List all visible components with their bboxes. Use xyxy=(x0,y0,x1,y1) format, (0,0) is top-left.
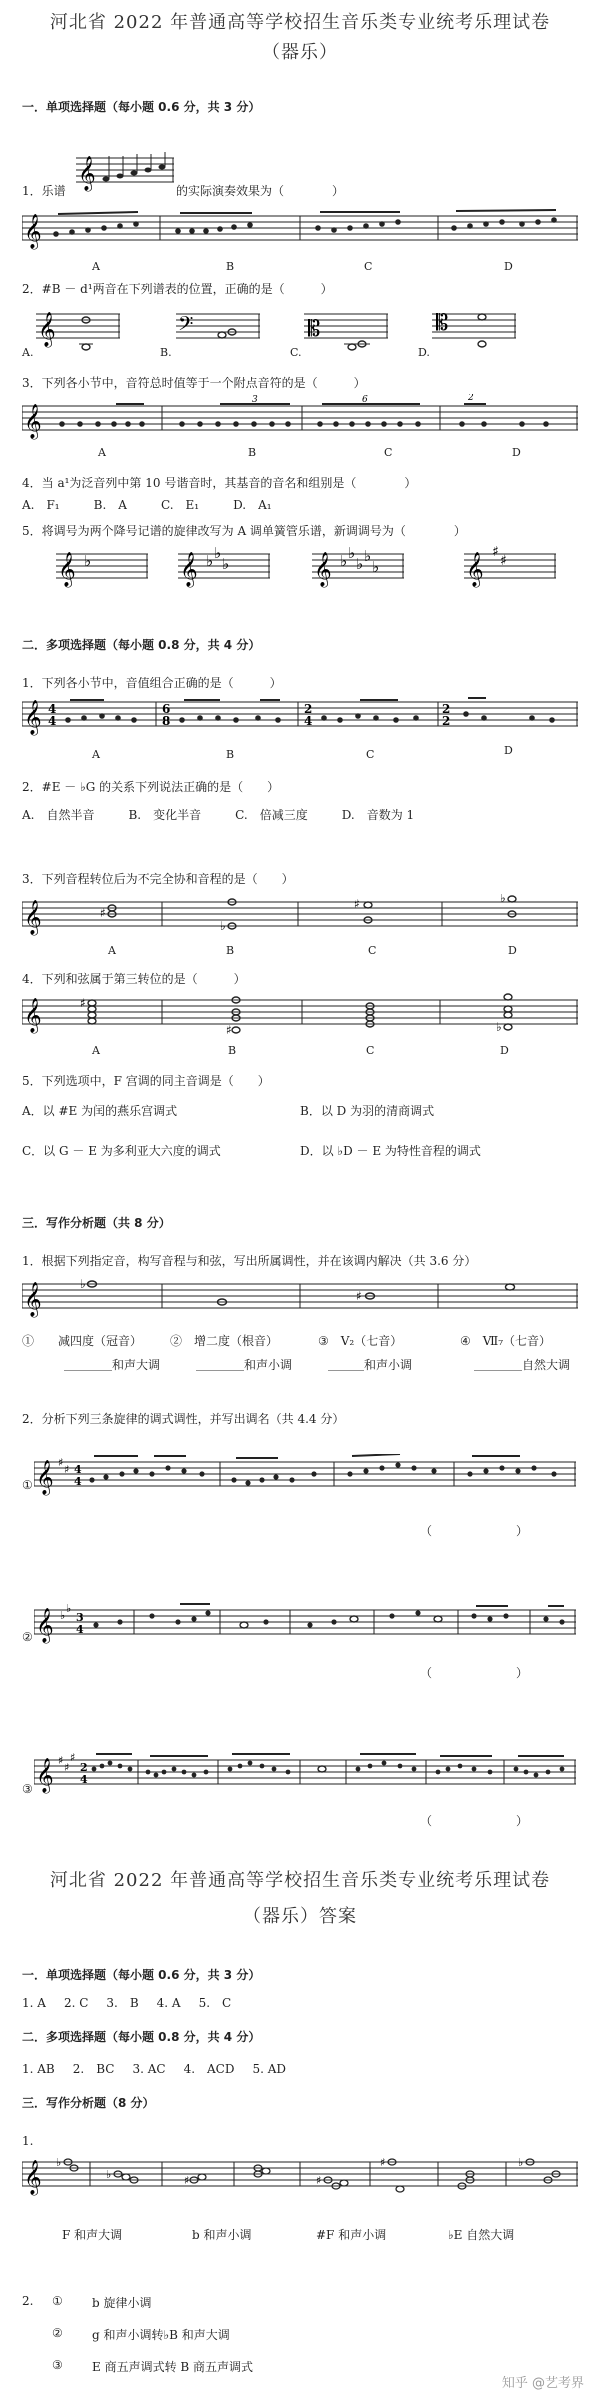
s1q4-opt-c: C. E₁ xyxy=(160,498,200,512)
s1q1-label-b: B xyxy=(226,260,235,273)
s3q1-item-3: ③ V₂（七音） xyxy=(318,1334,403,1348)
s1q5-staff-a xyxy=(56,546,148,590)
svg-text:4: 4 xyxy=(76,1623,84,1636)
s1q1-label-c: C xyxy=(364,260,373,273)
svg-text:𝄡: 𝄡 xyxy=(308,317,321,342)
s3q1-key-3: ＿＿＿和声小调 xyxy=(328,1358,413,1372)
paper-subtitle: （器乐） xyxy=(262,42,338,63)
staff-svg xyxy=(22,894,578,942)
s1q3-text: 3．下列各小节中，音符总时值等于一个附点音符的是（ ） xyxy=(22,376,366,390)
svg-text:♭: ♭ xyxy=(84,552,92,570)
s2q1-staff xyxy=(22,692,578,748)
svg-text:♭: ♭ xyxy=(364,547,372,565)
s2q3-label-a: A xyxy=(108,944,116,957)
s2q2-opt-b: B. 变化半音 xyxy=(128,808,202,822)
s3q2-text: 2．分析下列三条旋律的调式调性，并写出调名（共 4.4 分） xyxy=(22,1412,345,1426)
s2q1-label-d: D xyxy=(504,744,513,757)
staff-svg xyxy=(34,1602,576,1648)
ans-q2-2-text: g 和声小调转♭B 和声大调 xyxy=(92,2328,230,2342)
s2q2-opt-d: D. 音数为 1 xyxy=(341,808,415,822)
zhihu-watermark: 知乎 @艺考界 xyxy=(501,2376,584,2391)
svg-text:𝄢: 𝄢 xyxy=(178,312,194,340)
answers-subtitle: （器乐）答案 xyxy=(243,1906,357,1927)
ans-s2-2: 2. BC xyxy=(72,2062,115,2076)
s2q4-label-c: C xyxy=(366,1044,375,1057)
svg-text:𝄞: 𝄞 xyxy=(36,1460,54,1495)
staff-svg xyxy=(22,394,578,442)
svg-text:♭: ♭ xyxy=(220,919,226,933)
staff-svg xyxy=(22,2150,578,2206)
svg-text:4: 4 xyxy=(74,1475,82,1488)
s2q2-opt-a: A. 自然半音 xyxy=(22,808,95,822)
svg-text:♯: ♯ xyxy=(80,996,86,1010)
ans-key-1: F 和声大调 xyxy=(62,2228,123,2242)
svg-text:4: 4 xyxy=(304,714,313,728)
staff-svg xyxy=(34,1752,576,1798)
s1q2-label-a: A. xyxy=(22,346,34,359)
svg-text:♭: ♭ xyxy=(206,552,214,570)
svg-text:♯: ♯ xyxy=(58,1754,64,1767)
staff-svg xyxy=(22,1274,578,1324)
svg-text:𝄞: 𝄞 xyxy=(24,998,42,1033)
svg-text:𝄞: 𝄞 xyxy=(314,552,332,587)
melody-2-answer: （ ） xyxy=(420,1666,529,1680)
svg-text:2: 2 xyxy=(468,394,474,403)
s2q4-label-d: D xyxy=(500,1044,509,1057)
melody-3-mark: ③ xyxy=(22,1782,33,1796)
staff-svg xyxy=(76,150,174,196)
s2q5-text: 5．下列选项中，F 宫调的同主音调是（ ） xyxy=(22,1074,270,1088)
s1q1-label-d: D xyxy=(504,260,513,273)
s3q1-item-2: ② 增二度（根音） xyxy=(170,1334,279,1348)
s1q2-label-d: D. xyxy=(418,346,430,359)
svg-text:3: 3 xyxy=(252,395,258,405)
ans-s1-4: 4. A xyxy=(156,1996,181,2010)
s2q1-label-b: B xyxy=(226,748,235,761)
s2q3-label-b: B xyxy=(226,944,235,957)
s3q1-key-1: ＿＿＿＿和声大调 xyxy=(64,1358,161,1372)
ans-q2-3-text: E 商五声调式转 B 商五声调式 xyxy=(92,2360,254,2374)
s3q1-staff xyxy=(22,1274,578,1324)
s2q3-staff xyxy=(22,894,578,942)
ans-q2-label: 2. xyxy=(22,2294,34,2308)
s2q5-opt-d: D．以 ♭D － E 为特性音程的调式 xyxy=(300,1144,481,1158)
staff-svg xyxy=(312,546,404,590)
s1q3-label-b: B xyxy=(248,446,257,459)
svg-text:𝄞: 𝄞 xyxy=(24,900,42,935)
ans-sec2-heading: 二．多项选择题（每小题 0.8 分，共 4 分） xyxy=(22,2030,261,2044)
s2q2-text: 2．#E － ♭G 的关系下列说法正确的是（ ） xyxy=(22,780,280,794)
svg-text:♭: ♭ xyxy=(80,1277,86,1291)
ans-s1-3: 3. B xyxy=(106,1996,139,2010)
paper-title: 河北省 2022 年普通高等学校招生音乐类专业统考乐理试卷 xyxy=(49,12,551,33)
s1q4-opt-b: B. A xyxy=(93,498,127,512)
ans-sec1-items xyxy=(22,1994,249,2011)
s1q1-label-a: A xyxy=(92,260,100,273)
svg-text:𝄞: 𝄞 xyxy=(36,1608,54,1643)
melody-3-staff xyxy=(34,1752,576,1798)
svg-text:♯: ♯ xyxy=(64,1761,70,1774)
svg-text:♭: ♭ xyxy=(356,555,364,573)
ans-key-3: #F 和声小调 xyxy=(316,2228,387,2242)
s2q4-label-a: A xyxy=(92,1044,100,1057)
svg-text:♯: ♯ xyxy=(316,2174,322,2187)
ans-sec2-items xyxy=(22,2060,304,2077)
staff-svg xyxy=(178,546,270,590)
staff-svg xyxy=(36,306,120,356)
s1q4-text: 4．当 a¹为泛音列中第 10 号谐音时，其基音的音名和组别是（ ） xyxy=(22,476,417,490)
svg-text:♭: ♭ xyxy=(518,2156,524,2169)
svg-text:♯: ♯ xyxy=(492,546,499,560)
s1q1-post: 的实际演奏效果为（ ） xyxy=(176,184,345,198)
svg-text:♯: ♯ xyxy=(500,553,507,569)
ans-key-4: ♭E 自然大调 xyxy=(448,2228,515,2242)
melody-2-staff xyxy=(34,1602,576,1648)
melody-2-mark: ② xyxy=(22,1630,33,1644)
svg-text:𝄞: 𝄞 xyxy=(180,552,198,587)
staff-svg xyxy=(22,990,578,1046)
svg-text:♭: ♭ xyxy=(348,546,356,562)
s1q5-staff-c xyxy=(312,546,404,590)
svg-text:3: 3 xyxy=(76,1611,84,1624)
s1q2-staff-d xyxy=(432,306,516,356)
s1q4-opt-a: A. F₁ xyxy=(22,498,60,512)
ans-q2-1-num: ① xyxy=(52,2294,63,2308)
s2q1-label-a: A xyxy=(92,748,100,761)
svg-text:𝄞: 𝄞 xyxy=(36,1758,54,1793)
svg-text:♭: ♭ xyxy=(340,552,348,570)
svg-text:8: 8 xyxy=(162,714,171,728)
melody-3-answer: （ ） xyxy=(420,1814,529,1828)
svg-text:♭: ♭ xyxy=(496,1020,502,1034)
s1q3-label-a: A xyxy=(98,446,106,459)
s1q2-staff-b xyxy=(176,306,260,356)
staff-svg xyxy=(432,306,516,356)
s2q5-opt-a: A．以 #E 为闰的燕乐宫调式 xyxy=(22,1104,178,1118)
s2q3-label-d: D xyxy=(508,944,517,957)
ans-s1-2: 2. C xyxy=(63,1996,89,2010)
s2q3-text: 3．下列音程转位后为不完全协和音程的是（ ） xyxy=(22,872,294,886)
staff-svg xyxy=(464,546,556,590)
sec2-heading: 二．多项选择题（每小题 0.8 分，共 4 分） xyxy=(22,638,261,652)
s3q1-text: 1．根据下列指定音，构写音程与和弦，写出所属调性，并在该调内解决（共 3.6 分） xyxy=(22,1254,477,1268)
svg-text:𝄞: 𝄞 xyxy=(24,404,42,439)
svg-text:♯: ♯ xyxy=(70,1752,76,1764)
svg-text:𝄞: 𝄞 xyxy=(24,1282,42,1317)
svg-text:♯: ♯ xyxy=(356,1289,362,1303)
melody-1-mark: ① xyxy=(22,1478,33,1492)
s1q2-staff-c xyxy=(304,306,388,356)
s2q2-options xyxy=(22,806,448,823)
ans-s2-1: 1. AB xyxy=(22,2062,55,2076)
s1q2-text: 2．#B － d¹两音在下列谱表的位置，正确的是（ ） xyxy=(22,282,333,296)
svg-text:♭: ♭ xyxy=(106,2168,112,2181)
svg-text:♯: ♯ xyxy=(226,1023,232,1037)
svg-text:♭: ♭ xyxy=(60,1609,66,1622)
ans-q2-1-text: b 旋律小调 xyxy=(92,2296,152,2310)
ans-s2-3: 3. AC xyxy=(132,2062,166,2076)
s2q5-opt-b: B．以 D 为羽的清商调式 xyxy=(300,1104,435,1118)
s1q3-staff xyxy=(22,394,578,442)
svg-text:4: 4 xyxy=(74,1463,82,1476)
melody-1-answer: （ ） xyxy=(420,1524,529,1538)
sec1-heading: 一．单项选择题（每小题 0.6 分，共 3 分） xyxy=(22,100,261,114)
ans-q1-label: 1. xyxy=(22,2134,34,2148)
staff-svg xyxy=(176,306,260,356)
svg-text:𝄡: 𝄡 xyxy=(436,311,449,336)
staff-svg xyxy=(22,208,578,256)
svg-text:♯: ♯ xyxy=(58,1456,64,1469)
ans-sec3-heading: 三．写作分析题（8 分） xyxy=(22,2096,155,2110)
svg-text:𝄞: 𝄞 xyxy=(78,156,96,191)
svg-text:♯: ♯ xyxy=(184,2174,190,2187)
svg-text:♭: ♭ xyxy=(222,555,230,573)
s1q3-label-c: C xyxy=(384,446,393,459)
svg-text:𝄞: 𝄞 xyxy=(466,552,484,587)
s2q2-opt-c: C. 倍减三度 xyxy=(235,808,308,822)
s2q1-label-c: C xyxy=(366,748,375,761)
svg-text:♭: ♭ xyxy=(66,1602,72,1615)
s2q4-label-b: B xyxy=(228,1044,237,1057)
ans-key-2: b 和声小调 xyxy=(192,2228,252,2242)
svg-text:6: 6 xyxy=(362,395,368,405)
s1q1-given-staff xyxy=(76,150,174,196)
svg-text:4: 4 xyxy=(48,702,57,716)
svg-text:𝄞: 𝄞 xyxy=(38,312,56,347)
ans-q2-3-num: ③ xyxy=(52,2358,63,2372)
s2q1-text: 1．下列各小节中，音值组合正确的是（ ） xyxy=(22,676,282,690)
s3q1-key-2: ＿＿＿＿和声小调 xyxy=(196,1358,293,1372)
svg-text:♯: ♯ xyxy=(64,1463,70,1476)
svg-text:4: 4 xyxy=(80,1773,88,1786)
svg-text:6: 6 xyxy=(162,702,171,716)
staff-svg xyxy=(304,306,388,356)
svg-text:♭: ♭ xyxy=(500,894,506,905)
svg-text:2: 2 xyxy=(304,702,313,716)
svg-text:𝄞: 𝄞 xyxy=(24,2160,42,2195)
s1q5-staff-d xyxy=(464,546,556,590)
svg-text:♯: ♯ xyxy=(380,2156,386,2169)
ans-s1-5: 5. C xyxy=(198,1996,232,2010)
svg-text:♭: ♭ xyxy=(372,558,380,576)
s1q4-options xyxy=(22,496,306,513)
ans-s1-1: 1. A xyxy=(22,1996,46,2010)
svg-text:4: 4 xyxy=(48,714,57,728)
s3q1-key-4: ＿＿＿＿自然大调 xyxy=(474,1358,571,1372)
s1q1-pre: 1．乐谱 xyxy=(22,184,66,198)
ans-sec1-heading: 一．单项选择题（每小题 0.6 分，共 3 分） xyxy=(22,1968,261,1982)
svg-text:♯: ♯ xyxy=(354,897,360,911)
ans-q2-2-num: ② xyxy=(52,2326,63,2340)
s1q1-options-staff xyxy=(22,208,578,256)
s2q4-text: 4．下列和弦属于第三转位的是（ ） xyxy=(22,972,246,986)
svg-text:2: 2 xyxy=(80,1761,88,1774)
svg-text:𝄞: 𝄞 xyxy=(58,552,76,587)
s1q4-opt-d: D. A₁ xyxy=(233,498,272,512)
s1q2-label-b: B. xyxy=(160,346,172,359)
s2q4-staff xyxy=(22,990,578,1046)
ans-q1-staff xyxy=(22,2150,578,2206)
ans-s2-4: 4. ACD xyxy=(183,2062,235,2076)
s3q1-item-4: ④ Ⅶ₇（七音） xyxy=(460,1334,552,1348)
svg-text:2: 2 xyxy=(442,714,451,728)
s1q2-staff-a xyxy=(36,306,120,356)
melody-1-staff xyxy=(34,1454,576,1500)
answers-title: 河北省 2022 年普通高等学校招生音乐类专业统考乐理试卷 xyxy=(49,1870,551,1891)
svg-text:♭: ♭ xyxy=(214,546,222,562)
s2q5-opt-c: C．以 G － E 为多利亚大六度的调式 xyxy=(22,1144,221,1158)
sec3-heading: 三．写作分析题（共 8 分） xyxy=(22,1216,171,1230)
svg-text:𝄞: 𝄞 xyxy=(24,700,42,735)
staff-svg xyxy=(56,546,148,590)
svg-text:♯: ♯ xyxy=(100,906,106,920)
s2q3-label-c: C xyxy=(368,944,377,957)
s1q2-label-c: C. xyxy=(290,346,302,359)
svg-text:2: 2 xyxy=(442,702,451,716)
s3q1-item-1: ① 减四度（冠音） xyxy=(22,1334,143,1348)
svg-text:𝄞: 𝄞 xyxy=(24,214,42,249)
ans-s2-5: 5. AD xyxy=(252,2062,287,2076)
staff-svg xyxy=(34,1454,576,1500)
staff-svg xyxy=(22,692,578,748)
s1q3-label-d: D xyxy=(512,446,521,459)
s1q5-staff-b xyxy=(178,546,270,590)
svg-text:♭: ♭ xyxy=(56,2156,62,2169)
s1q5-text: 5．将调号为两个降号记谱的旋律改写为 A 调单簧管乐谱，新调调号为（ ） xyxy=(22,524,466,538)
